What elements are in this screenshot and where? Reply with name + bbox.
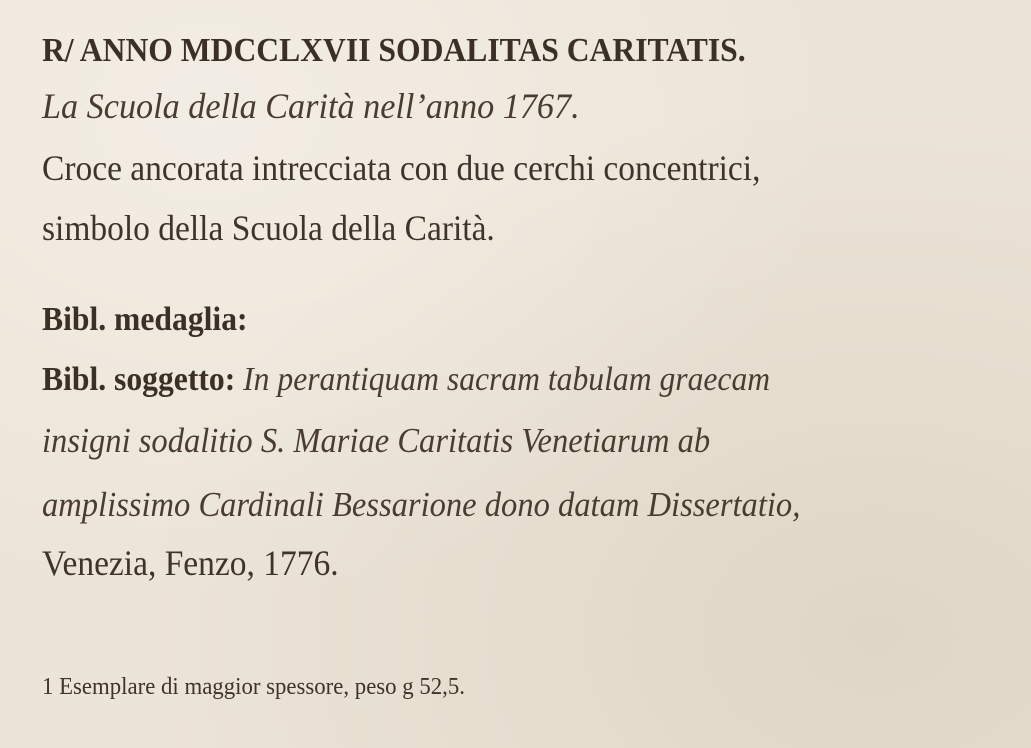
bibl-soggetto-text-3: amplissimo Cardinali Bessarione dono datam Dissertatio, [42, 485, 801, 524]
reverse-heading: R/ ANNO MDCCLXVII SODALITAS CARITATIS. [42, 32, 746, 69]
bibl-soggetto-line-2 [42, 423, 710, 458]
bibl-medaglia [42, 303, 248, 337]
description-line-2: simbolo della Scuola della Carità. [42, 208, 495, 248]
bibl-soggetto-line-3 [42, 487, 800, 522]
footnote: 1 Esemplare di maggior spessore, peso g 52,5. [42, 674, 465, 700]
translation-line: La Scuola della Carità nell’anno 1767. [42, 86, 580, 126]
bibl-soggetto-publication: Venezia, Fenzo, 1776. [42, 543, 339, 583]
bibl-soggetto-text-1: In perantiquam sacram tabulam graecam [235, 361, 771, 398]
bibl-soggetto-text-2: insigni sodalitio S. Mariae Caritatis Venetiarum ab [42, 421, 711, 460]
bibl-soggetto-label: Bibl. soggetto: [42, 361, 236, 398]
bibl-soggetto [42, 363, 770, 397]
description-line-1: Croce ancorata intrecciata con due cerchi concentrici, [42, 148, 761, 188]
bibl-medaglia-label: Bibl. medaglia: [42, 301, 248, 338]
